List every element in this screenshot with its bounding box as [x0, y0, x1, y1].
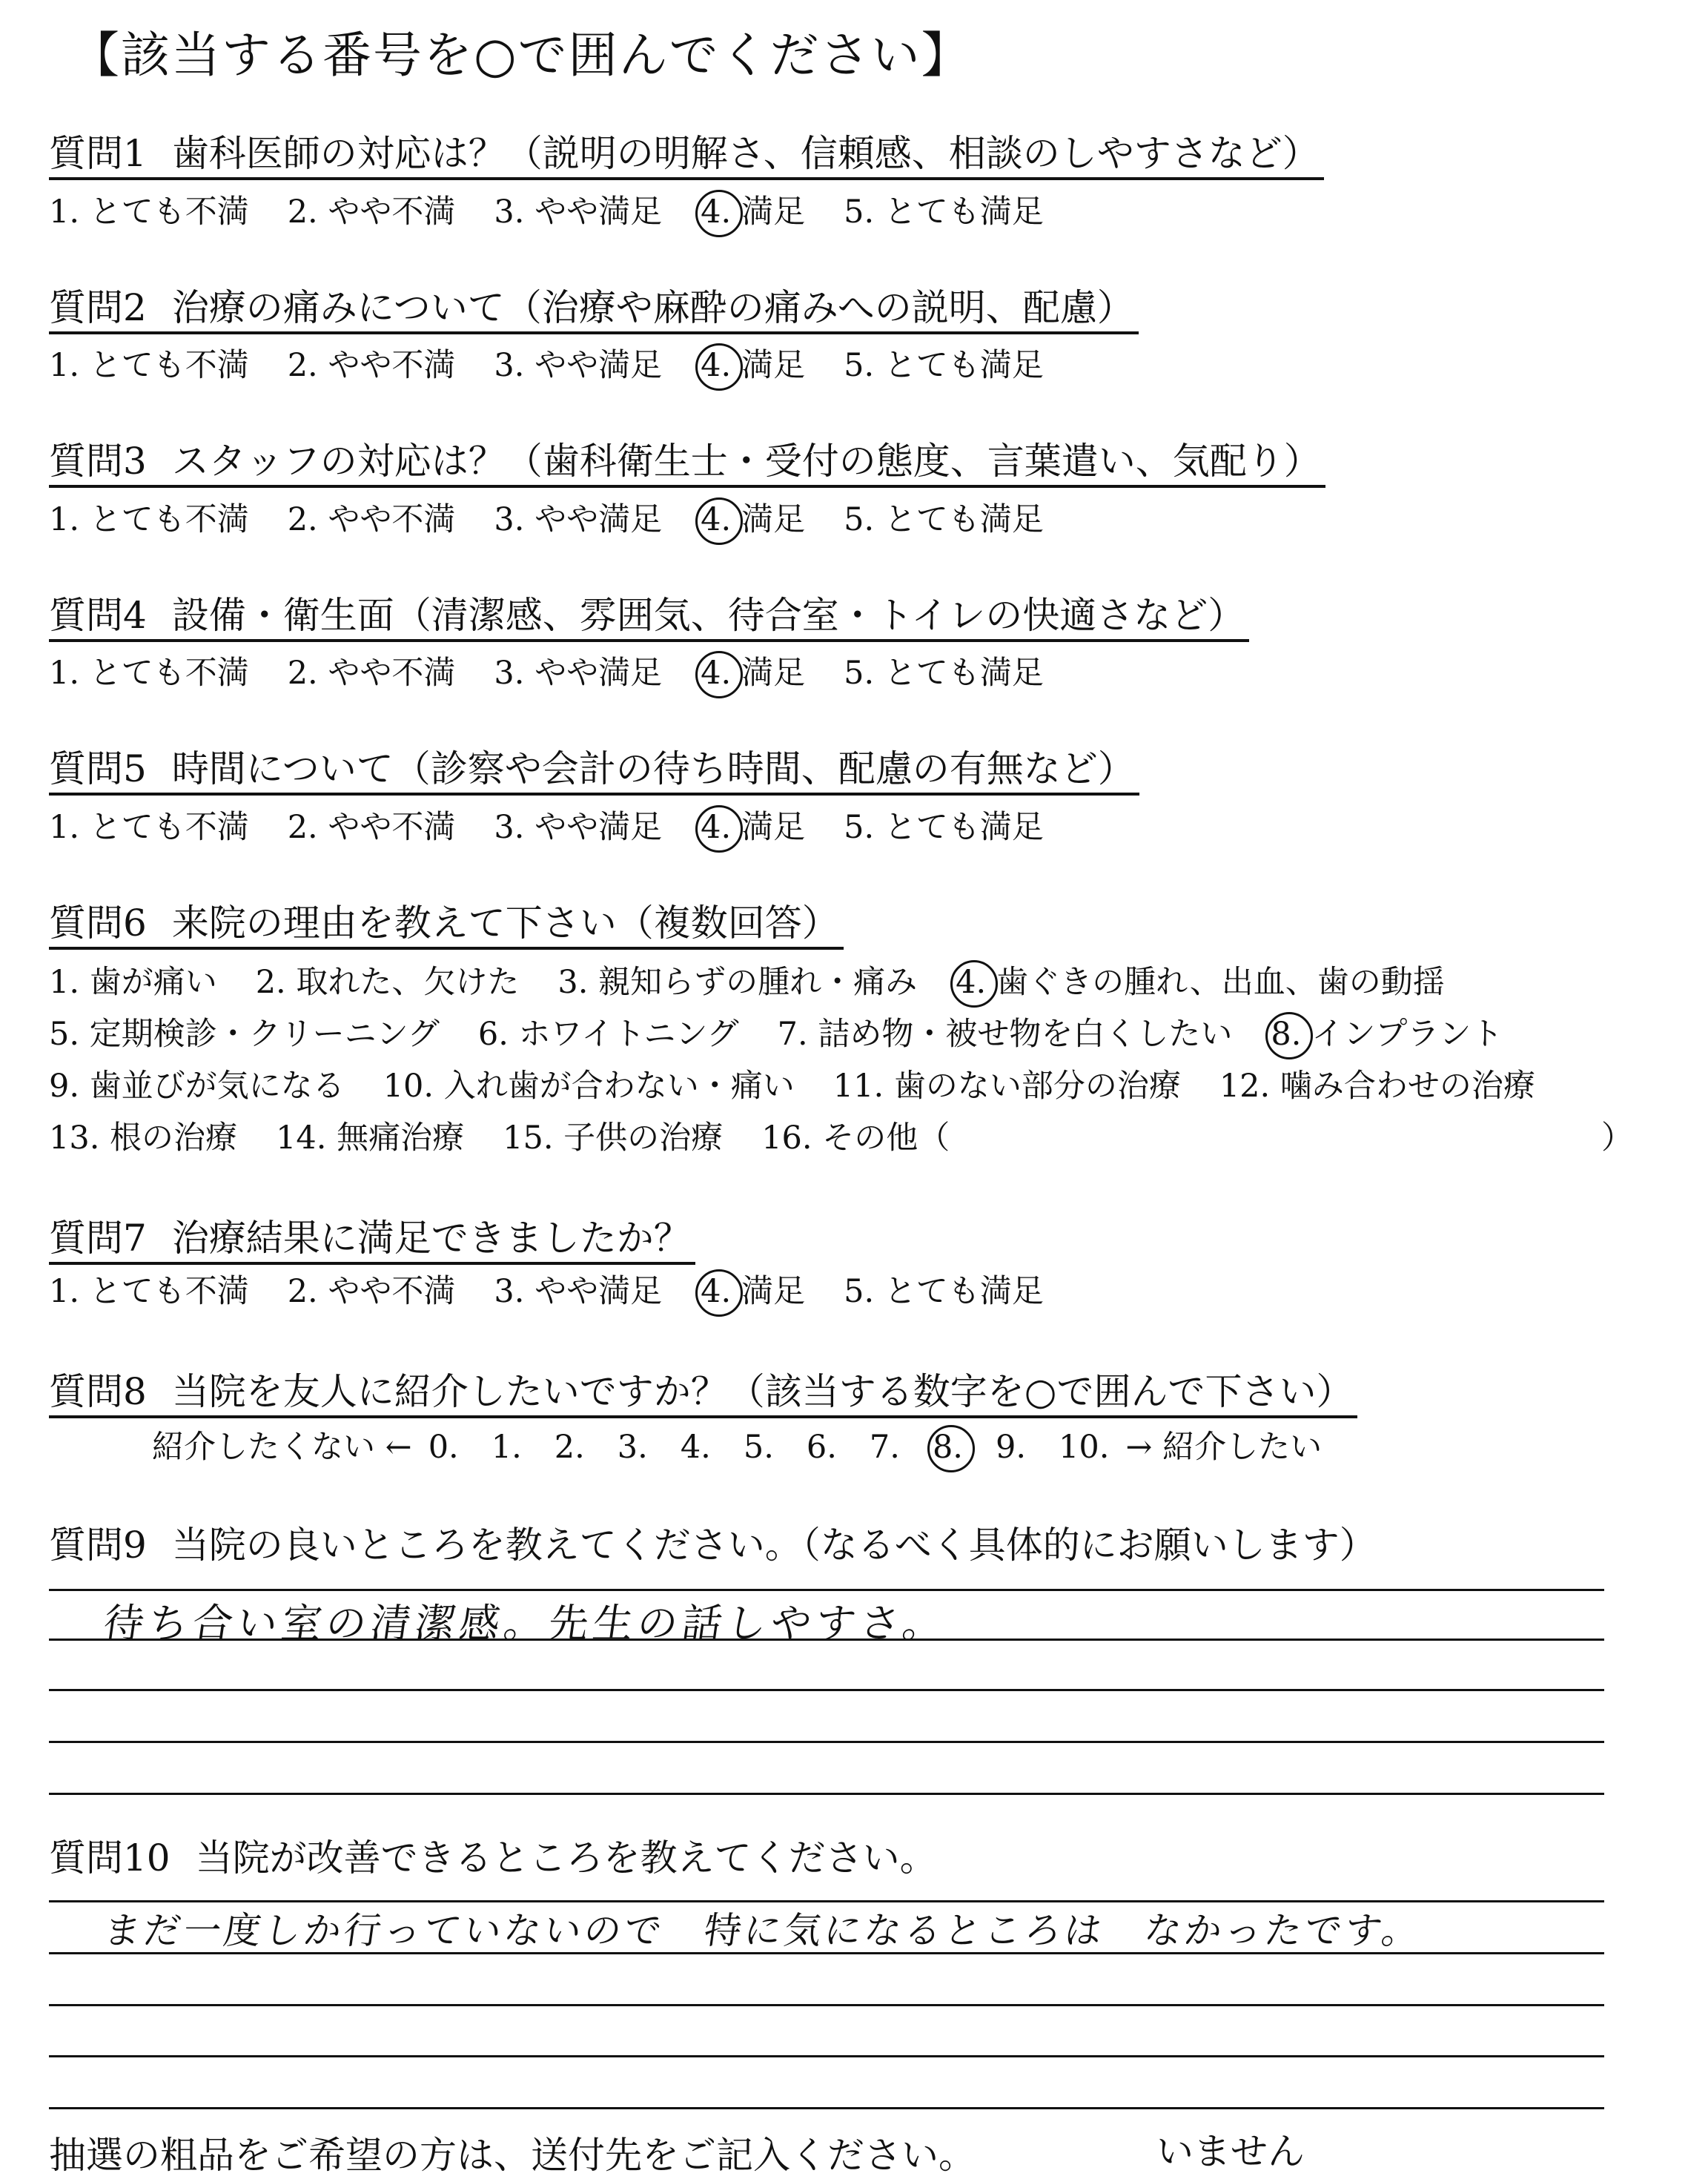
option-3[interactable]: 3. 親知らずの腫れ・痛み [557, 964, 918, 1001]
answer-line [49, 1689, 1604, 1691]
scale-1[interactable]: 1. [491, 1429, 522, 1466]
option-4-circled[interactable]: 4. [701, 191, 731, 233]
option-5[interactable]: 5. とても満足 [844, 655, 1044, 692]
footer-handwriting: いません [1156, 2130, 1305, 2173]
scale-2[interactable]: 2. [554, 1429, 585, 1466]
option-2[interactable]: 2. やや不満 [287, 809, 456, 846]
question-6-options-row-3 [49, 1065, 1574, 1107]
question-text: 当院が改善できるところを教えてください。 [195, 1836, 937, 1879]
question-2-options [49, 345, 1082, 386]
option-4-label: 満足 [741, 655, 806, 692]
question-5-options [49, 807, 1082, 848]
answer-line [49, 1639, 1604, 1641]
option-2[interactable]: 2. やや不満 [287, 1273, 456, 1310]
answer-line [49, 2004, 1604, 2006]
question-1-title [49, 130, 1324, 180]
answer-line [49, 1741, 1604, 1743]
question-text: 治療結果に満足できましたか？ [171, 1217, 691, 1260]
scale-4[interactable]: 4. [680, 1429, 711, 1466]
answer-line [49, 1952, 1604, 1954]
answer-line [49, 1793, 1604, 1795]
option-5[interactable]: 5. とても満足 [844, 809, 1044, 846]
option-3[interactable]: 3. やや満足 [494, 809, 663, 846]
question-1-options [49, 191, 1082, 233]
option-14[interactable]: 14. 無痛治療 [276, 1120, 465, 1157]
option-13[interactable]: 13. 根の治療 [49, 1120, 238, 1157]
option-15[interactable]: 15. 子供の治療 [503, 1120, 724, 1157]
question-8-scale [152, 1426, 1322, 1468]
question-10-handwritten-answer[interactable]: まだ一度しか行っていないので 特に気になるところは なかったです。 [100, 1909, 1426, 1952]
option-1[interactable]: 1. とても不満 [49, 1273, 249, 1310]
question-number: 質問5 [49, 747, 147, 790]
question-number: 質問4 [49, 594, 147, 637]
other-close-paren: ） [1601, 1120, 1633, 1157]
option-3[interactable]: 3. やや満足 [494, 347, 663, 384]
option-4-circled[interactable]: 4. [956, 962, 986, 1003]
option-4-circled[interactable]: 4. [701, 807, 731, 848]
question-8-title [49, 1368, 1357, 1418]
scale-5[interactable]: 5. [743, 1429, 774, 1466]
option-4-label: 満足 [741, 194, 806, 231]
option-4-label: 満足 [741, 809, 806, 846]
option-4-circled[interactable]: 4. [701, 1271, 731, 1312]
question-text: 設備・衛生面（清潔感、雰囲気、待合室・トイレの快適さなど） [171, 594, 1245, 637]
option-16[interactable]: 16. その他（ [761, 1120, 950, 1157]
option-12[interactable]: 12. 噛み合わせの治療 [1219, 1068, 1535, 1105]
question-text: 来院の理由を教えて下さい（複数回答） [171, 902, 839, 945]
option-1[interactable]: 1. とても不満 [49, 501, 249, 538]
question-number: 質問2 [49, 286, 147, 329]
answer-line [49, 2055, 1604, 2057]
option-2[interactable]: 2. やや不満 [287, 501, 456, 538]
question-6-options-row-1 [49, 962, 1483, 1003]
option-9[interactable]: 9. 歯並びが気になる [49, 1068, 345, 1105]
option-3[interactable]: 3. やや満足 [494, 1273, 663, 1310]
footer-text: 抽選の粗品をご希望の方は、送付先をご記入ください。 [49, 2134, 976, 2177]
question-6-options-row-2 [49, 1014, 1541, 1055]
option-2[interactable]: 2. やや不満 [287, 347, 456, 384]
question-text: 時間について（診察や会計の待ち時間、配慮の有無など） [171, 747, 1135, 790]
question-6-options-row-4 [49, 1117, 1633, 1159]
scale-9[interactable]: 9. [995, 1429, 1027, 1466]
question-4-options [49, 652, 1082, 694]
scale-7[interactable]: 7. [869, 1429, 900, 1466]
option-4-circled[interactable]: 4. [701, 345, 731, 386]
scale-left-label: 紹介したくない ← [152, 1429, 412, 1466]
question-9-title [49, 1521, 1381, 1569]
option-2[interactable]: 2. やや不満 [287, 194, 456, 231]
option-3[interactable]: 3. やや満足 [494, 655, 663, 692]
scale-6[interactable]: 6. [806, 1429, 837, 1466]
scale-8-circled[interactable]: 8. [933, 1426, 963, 1468]
option-1[interactable]: 1. とても不満 [49, 809, 249, 846]
answer-line [49, 1589, 1604, 1591]
option-8-label: インプラント [1311, 1016, 1503, 1053]
option-4-label: 満足 [741, 501, 806, 538]
option-6[interactable]: 6. ホワイトニング [477, 1016, 739, 1053]
question-number: 質問1 [49, 132, 147, 175]
option-10[interactable]: 10. 入れ歯が合わない・痛い [383, 1068, 795, 1105]
question-number: 質問9 [49, 1524, 147, 1567]
question-text: 当院の良いところを教えてください。（なるべく具体的にお願いします） [171, 1524, 1377, 1567]
option-5[interactable]: 5. 定期検診・クリーニング [49, 1016, 440, 1053]
question-text: 歯科医師の対応は？（説明の明解さ、信頼感、相談のしやすさなど） [171, 132, 1320, 175]
question-text: スタッフの対応は？（歯科衛生士・受付の態度、言葉遣い、気配り） [171, 440, 1321, 483]
option-5[interactable]: 5. とても満足 [844, 1273, 1044, 1310]
question-number: 質問6 [49, 902, 147, 945]
option-7[interactable]: 7. 詰め物・被せ物を白くしたい [777, 1016, 1233, 1053]
question-5-title [49, 745, 1139, 796]
scale-3[interactable]: 3. [617, 1429, 648, 1466]
question-9-handwritten-answer[interactable]: 待ち合い室の清潔感。先生の話しやすさ。 [100, 1600, 951, 1647]
option-8-circled[interactable]: 8. [1271, 1014, 1301, 1055]
option-1[interactable]: 1. 歯が痛い [49, 964, 217, 1001]
scale-10[interactable]: 10. [1059, 1429, 1110, 1466]
option-4-label: 満足 [741, 347, 806, 384]
question-text: 当院を友人に紹介したいですか？（該当する数字を○で囲んで下さい） [171, 1370, 1354, 1413]
option-4-label: 歯ぐきの腫れ、出血、歯の動揺 [996, 964, 1445, 1001]
question-2-title [49, 284, 1139, 334]
question-3-title [49, 437, 1325, 488]
option-4-circled[interactable]: 4. [701, 652, 731, 694]
question-10-title [49, 1834, 941, 1882]
option-1[interactable]: 1. とても不満 [49, 194, 249, 231]
option-2[interactable]: 2. 取れた、欠けた [255, 964, 520, 1001]
option-5[interactable]: 5. とても満足 [844, 347, 1044, 384]
question-number: 質問7 [49, 1217, 147, 1260]
option-2[interactable]: 2. やや不満 [287, 655, 456, 692]
question-number: 質問8 [49, 1370, 147, 1413]
page-title: 【該当する番号を○で囲んでください】 [70, 27, 972, 84]
question-6-title [49, 899, 844, 950]
option-3[interactable]: 3. やや満足 [494, 501, 663, 538]
option-4-circled[interactable]: 4. [701, 499, 731, 540]
option-3[interactable]: 3. やや満足 [494, 194, 663, 231]
scale-right-label: → 紹介したい [1125, 1429, 1323, 1466]
option-1[interactable]: 1. とても不満 [49, 347, 249, 384]
question-number: 質問3 [49, 440, 147, 483]
question-text: 治療の痛みについて（治療や麻酔の痛みへの説明、配慮） [171, 286, 1134, 329]
option-5[interactable]: 5. とても満足 [844, 194, 1044, 231]
question-7-title [49, 1214, 695, 1265]
option-1[interactable]: 1. とても不満 [49, 655, 249, 692]
question-4-title [49, 592, 1249, 642]
question-number: 質問10 [49, 1836, 171, 1879]
question-3-options [49, 499, 1082, 540]
scale-0[interactable]: 0. [428, 1429, 459, 1466]
option-11[interactable]: 11. 歯のない部分の治療 [833, 1068, 1181, 1105]
answer-line [49, 1900, 1604, 1902]
option-5[interactable]: 5. とても満足 [844, 501, 1044, 538]
option-4-label: 満足 [741, 1273, 806, 1310]
question-7-options [49, 1271, 1082, 1312]
answer-line [49, 2107, 1604, 2109]
